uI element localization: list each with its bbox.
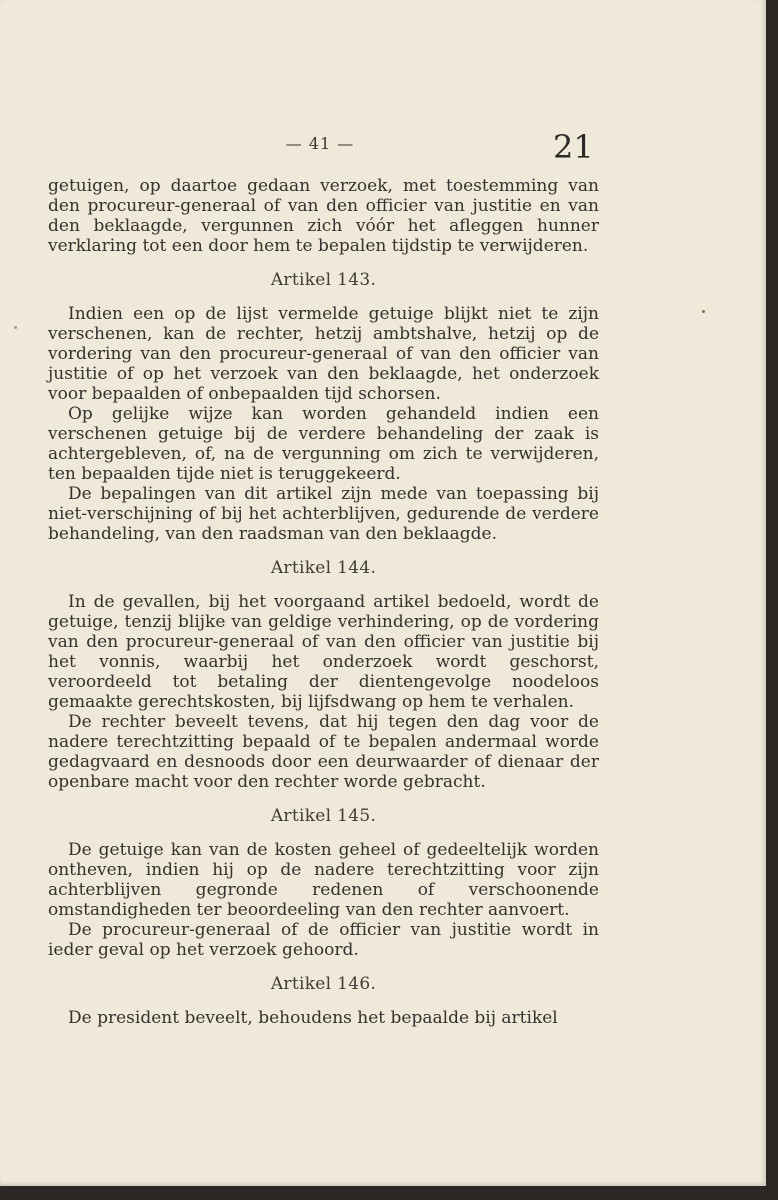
paper-speck [14, 326, 17, 329]
paragraph-2: Indien een op de lijst vermelde getuige blijkt niet te zijn verschenen, kan de rechter, hetzij ambtshalve, hetzij op de vordering van den procureur-generaal of van den officier van justitie of op het verzoek van den beklaagde, het onderzoek voor bepaalden of onbepaalden tijd schorsen. [48, 304, 599, 404]
paragraph-5: In de gevallen, bij het voorgaand artikel bedoeld, wordt de getuige, tenzij blijke van geldige verhindering, op de vordering van den procureur-generaal of van den officier van justitie bij het vonnis, waarbij het onderzoek wordt geschorst, veroordeeld tot betaling der dientengevolge noodeloos gemaakte gerechtskosten, bij lijfsdwang op hem te verhalen. [48, 592, 599, 712]
paragraph-8: De procureur-generaal of de officier van justitie wordt in ieder geval op het verzoek gehoord. [48, 920, 599, 960]
heading-artikel-144: Artikel 144. [270, 558, 377, 578]
paragraph-1: getuigen, op daartoe gedaan verzoek, met toestemming van den procureur-generaal of van den officier van justitie en van den beklaagde, vergunnen zich vóór het afleggen hunner verklaring tot een door hem te bepalen tijdstip te verwijderen. [48, 176, 599, 256]
paragraph-6: De rechter beveelt tevens, dat hij tegen den dag voor de nadere terechtzitting bepaald of te bepalen andermaal worde gedagvaard en desnoods door een deurwaarder of dienaar der openbare macht voor den rechter worde gebracht. [48, 712, 599, 792]
page-number-large: 21 [553, 128, 594, 166]
paragraph-4: De bepalingen van dit artikel zijn mede van toepassing bij niet-verschijning of bij het achterblijven, gedurende de verdere behandeling, van den raadsman van den beklaagde. [48, 484, 599, 544]
page-header [0, 128, 766, 168]
heading-artikel-143: Artikel 143. [270, 270, 377, 290]
paragraph-3: Op gelijke wijze kan worden gehandeld indien een verschenen getuige bij de verdere behandeling der zaak is achtergebleven, of, na de vergunning om zich te verwijderen, ten bepaalden tijde niet is teruggekeerd. [48, 404, 599, 484]
paper-speck [702, 310, 705, 313]
page-number-small: — 41 — [285, 134, 355, 153]
body-text [48, 176, 599, 1028]
heading-artikel-145: Artikel 145. [270, 806, 377, 826]
paragraph-9: De president beveelt, behoudens het bepaalde bij artikel [68, 1008, 558, 1028]
heading-artikel-146: Artikel 146. [270, 974, 377, 994]
paragraph-7: De getuige kan van de kosten geheel of gedeeltelijk worden ontheven, indien hij op de nadere terechtzitting voor zijn achterblijven gegronde redenen of verschoonende omstandigheden ter beoordeeling van den rechter aanvoert. [48, 840, 599, 920]
